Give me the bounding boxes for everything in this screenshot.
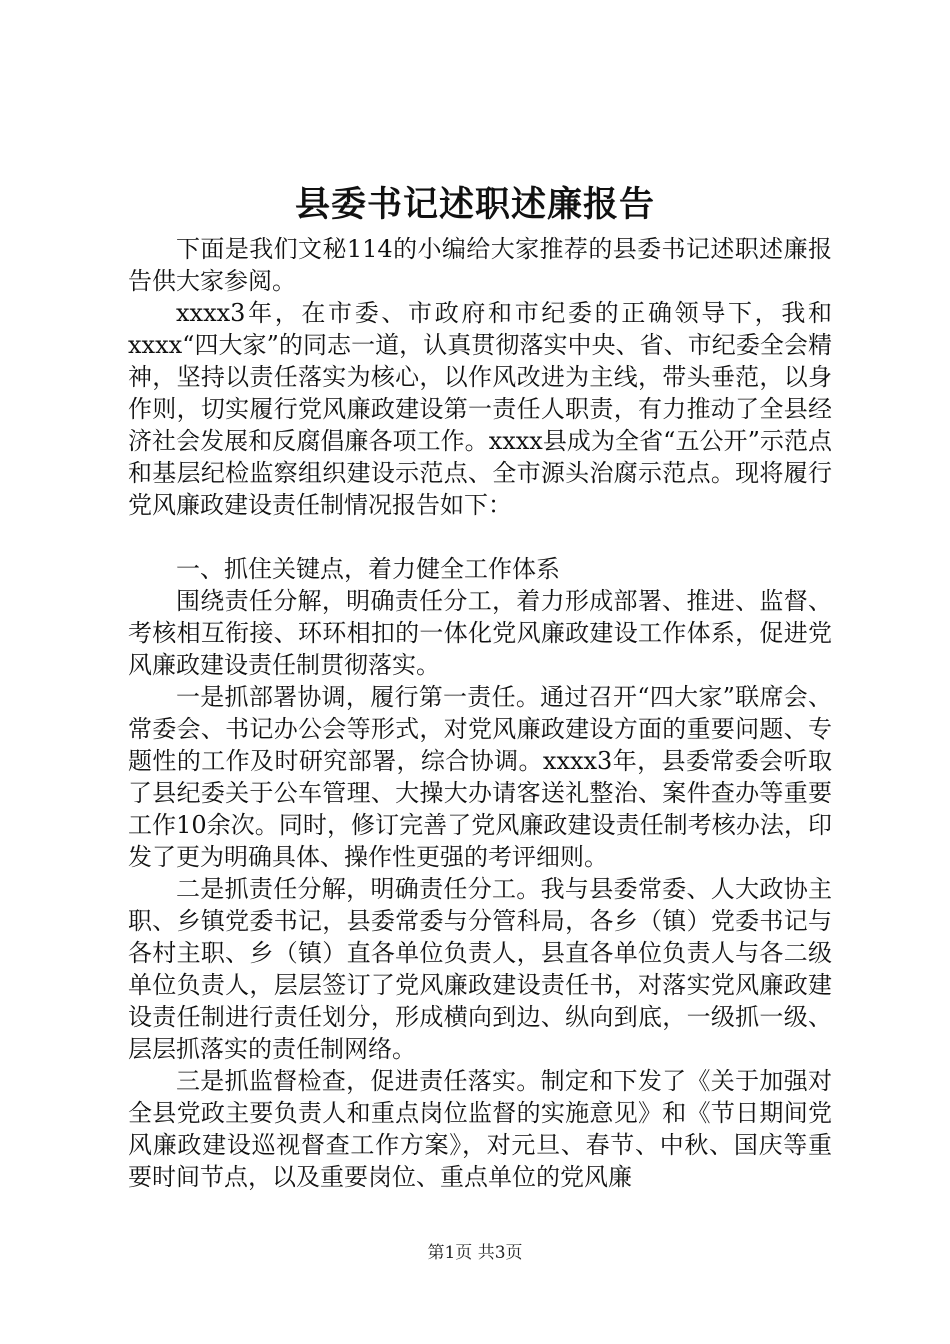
document-title: 县委书记述职述廉报告 — [294, 184, 655, 225]
document-body — [128, 233, 832, 1193]
section-heading: 一、抓住关键点，着力健全工作体系 — [176, 555, 560, 583]
paragraph-item-2: 二是抓责任分解，明确责任分工。我与县委常委、人大政协主职、乡镇党委书记，县委常委与分管科局，各乡（镇）党委书记与各村主职、乡（镇）直各单位负责人，县直各单位负责人与各二级单位负责人，层层签订了党风廉政建设责任书，对落实党风廉政建设责任制进行责任划分，形成横向到边、纵向到底，一级抓一级、层层抓落实的责任制网络。 — [128, 875, 832, 1063]
paragraph-intro: 下面是我们文秘114的小编给大家推荐的县委书记述职述廉报告供大家参阅。 — [128, 235, 832, 295]
paragraph-item-1: 一是抓部署协调，履行第一责任。通过召开“四大家”联席会、常委会、书记办公会等形式，对党风廉政建设方面的重要问题、专题性的工作及时研究部署，综合协调。xxxx3年，县委常委会听取了县纪委关于公车管理、大操大办请客送礼整治、案件查办等重要工作10余次。同时，修订完善了党风廉政建设责任制考核办法，印发了更为明确具体、操作性更强的考评细则。 — [128, 683, 832, 871]
paragraph-summary: xxxx3年，在市委、市政府和市纪委的正确领导下，我和xxxx“四大家”的同志一道，认真贯彻落实中央、省、市纪委全会精神，坚持以责任落实为核心，以作风改进为主线，带头垂范，以身作则，切实履行党风廉政建设第一责任人职责，有力推动了全县经济社会发展和反腐倡廉各项工作。xxxx县成为全省“五公开”示范点和基层纪检监察组织建设示范点、全市源头治腐示范点。现将履行党风廉政建设责任制情况报告如下： — [128, 299, 832, 519]
paragraph-item-3: 三是抓监督检查，促进责任落实。制定和下发了《关于加强对全县党政主要负责人和重点岗位监督的实施意见》和《节日期间党风廉政建设巡视督查工作方案》，对元旦、春节、中秋、国庆等重要时间节点，以及重要岗位、重点单位的党风廉 — [128, 1067, 832, 1191]
paragraph-section-intro: 围绕责任分解，明确责任分工，着力形成部署、推进、监督、考核相互衔接、环环相扣的一体化党风廉政建设工作体系，促进党风廉政建设责任制贯彻落实。 — [128, 587, 832, 679]
page-footer: 第1页 共3页 — [427, 1243, 523, 1263]
